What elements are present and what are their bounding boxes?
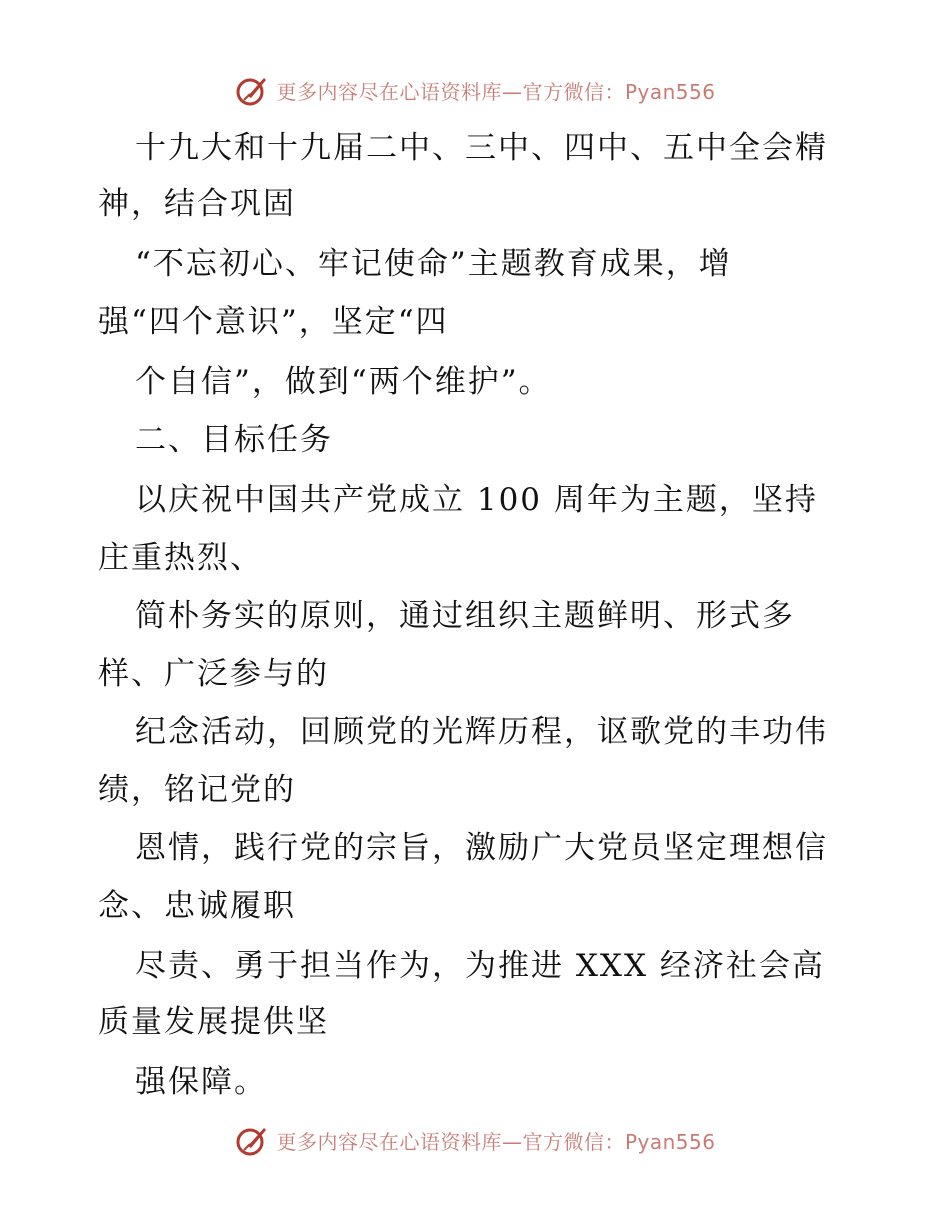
body-line: 恩情，践行党的宗旨，激励广大党员坚定理想信 [135, 830, 828, 866]
header-watermark [0, 70, 950, 110]
body-line: 以庆祝中国共产党成立 100 周年为主题，坚持 [135, 482, 818, 518]
body-line: 尽责、勇于担当作为，为推进 XXX 经济社会高 [135, 948, 825, 984]
body-line: 质量发展提供坚 [98, 1004, 329, 1040]
feather-logo-icon [234, 72, 270, 108]
body-line: “不忘初心、牢记使命”主题教育成果，增 [135, 246, 732, 282]
body-line: 强“四个意识”，坚定“四 [98, 304, 449, 340]
watermark-text: 更多内容尽在心语资料库—官方微信：Pyan556 [276, 79, 716, 104]
body-line: 样、广泛参与的 [98, 656, 329, 692]
footer-watermark [0, 1120, 950, 1160]
body-line: 强保障。 [135, 1064, 267, 1100]
body-line: 念、忠诚履职 [98, 888, 296, 924]
section-heading: 二、目标任务 [135, 422, 333, 458]
body-line: 简朴务实的原则，通过组织主题鲜明、形式多 [135, 598, 795, 634]
feather-logo-icon [234, 1122, 270, 1158]
body-line: 绩，铭记党的 [98, 772, 296, 808]
body-line: 神，结合巩固 [98, 186, 296, 222]
body-line: 庄重热烈、 [98, 540, 263, 576]
body-line: 个自信”，做到“两个维护”。 [135, 364, 552, 400]
body-line: 十九大和十九届二中、三中、四中、五中全会精 [135, 130, 828, 166]
body-line: 纪念活动，回顾党的光辉历程，讴歌党的丰功伟 [135, 714, 828, 750]
watermark-text: 更多内容尽在心语资料库—官方微信：Pyan556 [276, 1129, 716, 1154]
